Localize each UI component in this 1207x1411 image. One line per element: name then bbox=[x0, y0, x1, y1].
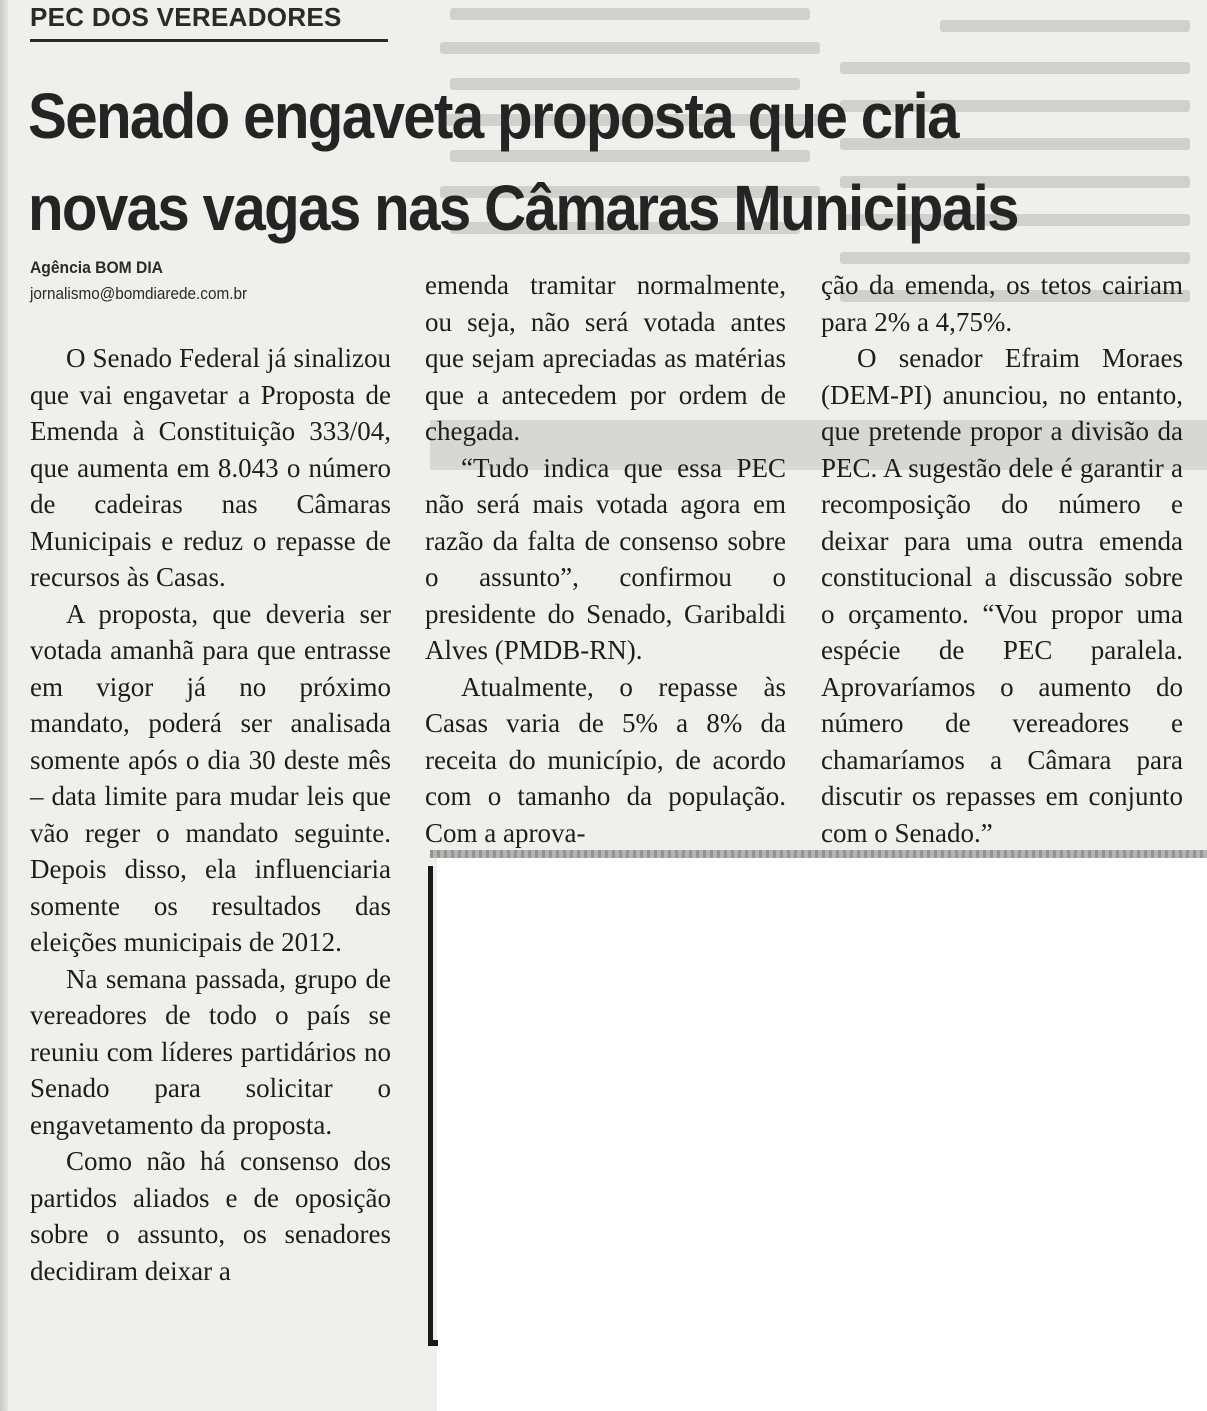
section-rule bbox=[30, 39, 388, 42]
headline-line-2: novas vagas nas Câmaras Municipais bbox=[28, 172, 1018, 244]
paragraph: Na semana passada, grupo de vereadores de todo o país se reuniu com líderes partidários no Senado para solicitar o engavetamento da proposta. bbox=[30, 963, 391, 1140]
paragraph: O Senado Federal já sinalizou que vai engavetar a Proposta de Emenda à Constituição 333/04, que aumenta em 8.043 o número de cadeiras nas Câmaras Municipais e reduz o repasse de recursos às Casas. bbox=[30, 343, 391, 592]
paragraph-continued: ção da emenda, os tetos cairiam para 2% a 4,75%. bbox=[821, 270, 1183, 337]
scan-edge bbox=[0, 0, 8, 1411]
paragraph: “Tudo indica que essa PEC não será mais votada agora em razão da falta de consenso sobre o assunto”, confirmou o presidente do Senado, Garibaldi Alves (PMDB-RN). bbox=[425, 452, 786, 665]
byline-email: jornalismo@bomdiarede.com.br bbox=[30, 284, 248, 303]
headline bbox=[28, 70, 1093, 254]
headline-line-1: Senado engaveta proposta que cria bbox=[28, 80, 958, 152]
paragraph: Atualmente, o repasse às Casas varia de 5% a 8% da receita do município, de acordo com o tamanho da população. Com a aprova- bbox=[425, 671, 786, 848]
article-column-1 bbox=[30, 340, 391, 1289]
byline-agency: Agência BOM DIA bbox=[30, 258, 163, 277]
blank-background bbox=[437, 858, 1207, 1411]
paragraph: Como não há consenso dos partidos aliados e de oposição sobre o assunto, os senadores decidiram deixar a bbox=[30, 1146, 391, 1286]
article-column-2 bbox=[425, 267, 786, 851]
section-label: PEC DOS VEREADORES bbox=[30, 2, 342, 32]
torn-bottom-edge bbox=[430, 850, 1207, 858]
article-column-3 bbox=[821, 267, 1183, 851]
paragraph-continued: emenda tramitar normalmente, ou seja, não será votada antes que sejam apreciadas as matérias que a antecedem por ordem de chegada. bbox=[425, 270, 786, 446]
paragraph: A proposta, que deveria ser votada amanhã para que entrasse em vigor já no próximo mandato, poderá ser analisada somente após o dia 30 deste mês – data limite para mudar leis que vão reger o mandato seguinte. Depois disso, ela influenciaria somente os resultados das eleições municipais de 2012. bbox=[30, 598, 391, 957]
crop-line bbox=[428, 866, 433, 1346]
crop-corner bbox=[428, 1340, 438, 1346]
paragraph: O senador Efraim Moraes (DEM-PI) anunciou, no entanto, que pretende propor a divisão da PEC. A sugestão dele é garantir a recomposição do número e deixar para uma outra emenda constitucional a discussão sobre o orçamento. “Vou propor uma espécie de PEC paralela. Aprovaríamos o aumento do número de vereadores e chamaríamos a Câmara para discutir os repasses em conjunto com o Senado.” bbox=[821, 343, 1183, 848]
